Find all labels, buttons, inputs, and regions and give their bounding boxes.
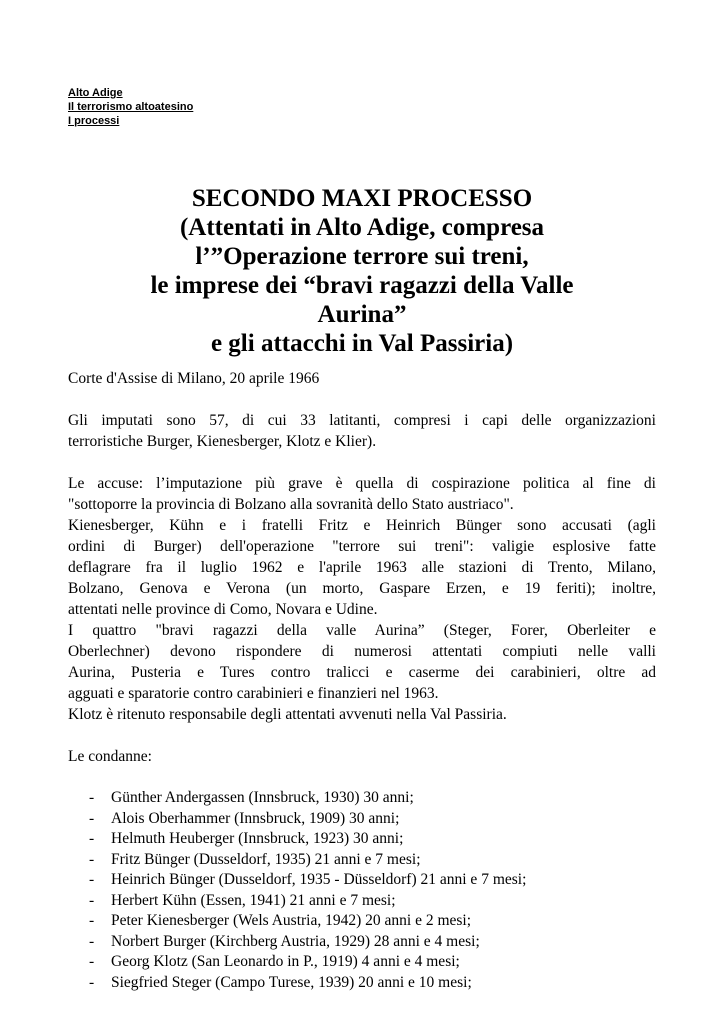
dash-bullet: - [89,809,95,827]
title-line: (Attentati in Alto Adige, compresa [179,214,545,241]
list-item-text: Günther Andergassen (Innsbruck, 1930) 30 anni; [111,789,414,806]
dash-bullet: - [89,891,95,909]
dash-bullet: - [89,912,95,929]
title-line: l’”Operazione terrore sui treni, [195,243,529,270]
document-body [68,368,656,993]
title-line: Aurina” [317,301,407,328]
text-line: terroristiche Burger, Kienesberger, Klotz e Klier). [68,433,377,450]
dash-bullet: - [89,850,95,868]
list-item [89,809,656,830]
list-item-text: Alois Oberhammer (Innsbruck, 1909) 30 anni; [111,809,400,827]
title-line: SECONDO MAXI PROCESSO [191,185,533,212]
dash-bullet: - [89,932,95,950]
text-line: agguati e sparatorie contro carabinieri e finanzieri nel 1963. [68,685,439,702]
text-line: I quattro "bravi ragazzi della valle Aurina” (Steger, Forer, Oberleiter e [68,622,656,639]
text-line: Klotz è ritenuto responsabile degli attentati avvenuti nella Val Passiria. [68,706,507,723]
text-line: attentati nelle province di Como, Novara e Udine. [68,601,378,618]
list-item [89,973,656,994]
text-line: "sottoporre la provincia di Bolzano alla sovranità dello Stato austriaco". [68,496,514,513]
list-item-text: Norbert Burger (Kirchberg Austria, 1929) 28 anni e 4 mesi; [111,932,480,950]
list-item-text: Helmuth Heuberger (Innsbruck, 1923) 30 anni; [111,830,404,847]
list-item [89,829,656,850]
list-item-text: Peter Kienesberger (Wels Austria, 1942) 20 anni e 2 mesi; [111,912,472,929]
text-line: Kienesberger, Kühn e i fratelli Fritz e Heinrich Bünger sono accusati (agli [68,517,656,534]
dash-bullet: - [89,973,95,991]
charges-paragraph [68,473,656,725]
list-item-text: Fritz Bünger (Dusseldorf, 1935) 21 anni e 7 mesi; [111,850,421,868]
text-line: deflagrare fra il luglio 1962 e l'aprile 1963 alle stazioni di Trento, Milano, [68,559,656,576]
text-line: Aurina, Pusteria e Tures contro tralicci e caserme dei carabinieri, oltre ad [68,664,656,681]
dash-bullet: - [89,830,95,847]
dash-bullet: - [89,953,95,970]
court-line: Corte d'Assise di Milano, 20 aprile 1966 [68,370,320,387]
breadcrumb-link-alto-adige[interactable]: Alto Adige [68,87,123,99]
list-item-text: Siegfried Steger (Campo Turese, 1939) 20 anni e 10 mesi; [111,973,472,991]
text-line: Bolzano, Genova e Verona (un morto, Gaspare Erzen, e 19 feriti); inoltre, [68,580,656,597]
text-line: ordini di Burger) dell'operazione "terrore sui treni": valigie esplosive fatte [68,538,656,555]
list-item [89,932,656,953]
dash-bullet: - [89,789,95,806]
page-title [68,184,656,358]
list-item-text: Herbert Kühn (Essen, 1941) 21 anni e 7 mesi; [111,891,396,909]
breadcrumb-link-processi[interactable]: I processi [68,115,120,127]
text-line: Gli imputati sono 57, di cui 33 latitanti, compresi i capi delle organizzazioni [68,412,656,429]
list-item [89,788,656,809]
title-line: le imprese dei “bravi ragazzi della Valle [150,272,574,299]
sentences-list [68,788,656,993]
list-item [89,911,656,932]
text-line: Le accuse: l’imputazione più grave è quella di cospirazione politica al fine di [68,475,656,492]
title-line: e gli attacchi in Val Passiria) [210,330,514,357]
breadcrumb [68,86,193,128]
list-item [89,870,656,891]
list-item [89,850,656,871]
list-item-text: Georg Klotz (San Leonardo in P., 1919) 4 anni e 4 mesi; [111,953,460,970]
text-line: Oberlechner) devono rispondere di numerosi attentati compiuti nelle valli [68,643,656,660]
list-item [89,891,656,912]
list-item [89,952,656,973]
list-item-text: Heinrich Bünger (Dusseldorf, 1935 - Düsseldorf) 21 anni e 7 mesi; [111,871,527,888]
defendants-paragraph [68,410,656,452]
sentences-heading: Le condanne: [68,748,152,765]
dash-bullet: - [89,871,95,888]
breadcrumb-link-terrorismo[interactable]: Il terrorismo altoatesino [68,101,194,113]
